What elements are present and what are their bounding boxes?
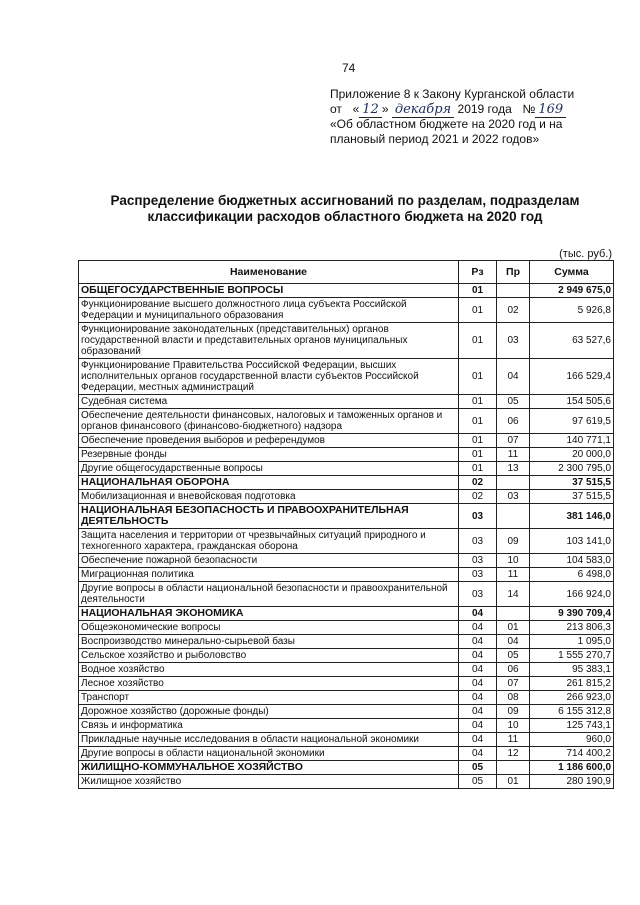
row-rz: 04 (459, 663, 497, 677)
handwritten-month: декабря (392, 102, 454, 118)
table-row (79, 284, 614, 298)
table-row (79, 504, 614, 529)
row-name: Лесное хозяйство (79, 677, 459, 691)
row-pr: 06 (497, 663, 530, 677)
header-rz: Рз (459, 261, 497, 284)
row-pr: 11 (497, 733, 530, 747)
row-sum: 63 527,6 (530, 323, 614, 359)
table-row (79, 554, 614, 568)
row-rz: 01 (459, 323, 497, 359)
row-sum: 166 529,4 (530, 359, 614, 395)
row-rz: 03 (459, 504, 497, 529)
table-row (79, 568, 614, 582)
row-sum: 97 619,5 (530, 409, 614, 434)
row-name: Обеспечение проведения выборов и референдумов (79, 434, 459, 448)
row-pr: 09 (497, 529, 530, 554)
row-sum: 37 515,5 (530, 490, 614, 504)
table-row (79, 448, 614, 462)
document-title: Распределение бюджетных ассигнований по разделам, подразделам классификации расходов областного бюджета на 2020 год (110, 193, 580, 224)
row-sum: 714 400,2 (530, 747, 614, 761)
row-rz: 04 (459, 733, 497, 747)
row-rz: 01 (459, 298, 497, 323)
row-rz: 01 (459, 462, 497, 476)
row-rz: 05 (459, 761, 497, 775)
table-row (79, 395, 614, 409)
row-name: Водное хозяйство (79, 663, 459, 677)
row-name: Дорожное хозяйство (дорожные фонды) (79, 705, 459, 719)
row-rz: 04 (459, 747, 497, 761)
row-sum: 2 300 795,0 (530, 462, 614, 476)
table-row (79, 607, 614, 621)
row-pr (497, 476, 530, 490)
row-rz: 04 (459, 621, 497, 635)
row-name: НАЦИОНАЛЬНАЯ ОБОРОНА (79, 476, 459, 490)
row-pr: 04 (497, 359, 530, 395)
row-sum: 280 190,9 (530, 775, 614, 789)
row-pr (497, 761, 530, 775)
row-name: Прикладные научные исследования в области национальной экономики (79, 733, 459, 747)
row-name: Общеэкономические вопросы (79, 621, 459, 635)
table-row (79, 621, 614, 635)
row-sum: 6 155 312,8 (530, 705, 614, 719)
row-rz: 04 (459, 705, 497, 719)
header-name: Наименование (79, 261, 459, 284)
row-rz: 03 (459, 529, 497, 554)
row-pr: 13 (497, 462, 530, 476)
table-row (79, 719, 614, 733)
row-rz: 02 (459, 476, 497, 490)
row-name: Защита населения и территории от чрезвычайных ситуаций природного и техногенного характера, гражданская оборона (79, 529, 459, 554)
table-row (79, 298, 614, 323)
row-pr (497, 607, 530, 621)
row-sum: 166 924,0 (530, 582, 614, 607)
row-rz: 04 (459, 691, 497, 705)
row-rz: 01 (459, 395, 497, 409)
row-pr: 07 (497, 677, 530, 691)
row-sum: 9 390 709,4 (530, 607, 614, 621)
table-row (79, 409, 614, 434)
row-name: НАЦИОНАЛЬНАЯ БЕЗОПАСНОСТЬ И ПРАВООХРАНИТЕЛЬНАЯ ДЕЯТЕЛЬНОСТЬ (79, 504, 459, 529)
row-sum: 6 498,0 (530, 568, 614, 582)
row-pr: 01 (497, 621, 530, 635)
row-sum: 2 949 675,0 (530, 284, 614, 298)
row-pr (497, 504, 530, 529)
row-name: ЖИЛИЩНО-КОММУНАЛЬНОЕ ХОЗЯЙСТВО (79, 761, 459, 775)
row-pr: 07 (497, 434, 530, 448)
row-pr: 08 (497, 691, 530, 705)
table-row (79, 359, 614, 395)
row-sum: 95 383,1 (530, 663, 614, 677)
table-row (79, 476, 614, 490)
row-name: Другие вопросы в области национальной экономики (79, 747, 459, 761)
row-rz: 02 (459, 490, 497, 504)
row-name: Обеспечение пожарной безопасности (79, 554, 459, 568)
number-sign: № (522, 102, 536, 116)
row-name: Резервные фонды (79, 448, 459, 462)
quote-close: » (381, 102, 389, 116)
header-sum: Сумма (530, 261, 614, 284)
row-pr: 04 (497, 635, 530, 649)
row-rz: 01 (459, 409, 497, 434)
row-pr: 10 (497, 719, 530, 733)
row-sum: 261 815,2 (530, 677, 614, 691)
row-sum: 154 505,6 (530, 395, 614, 409)
row-rz: 05 (459, 775, 497, 789)
row-pr: 09 (497, 705, 530, 719)
row-sum: 266 923,0 (530, 691, 614, 705)
row-pr: 01 (497, 775, 530, 789)
table-row (79, 323, 614, 359)
row-name: Функционирование высшего должностного лица субъекта Российской Федерации и муниципального образования (79, 298, 459, 323)
table-row (79, 635, 614, 649)
row-sum: 213 806,3 (530, 621, 614, 635)
row-pr: 14 (497, 582, 530, 607)
row-name: Обеспечение деятельности финансовых, налоговых и таможенных органов и органов финансового (финансово-бюджетного) надзора (79, 409, 459, 434)
table-row (79, 691, 614, 705)
row-sum: 1 095,0 (530, 635, 614, 649)
table-row (79, 761, 614, 775)
table-row (79, 649, 614, 663)
row-name: Мобилизационная и вневойсковая подготовка (79, 490, 459, 504)
row-rz: 04 (459, 677, 497, 691)
appendix-year: 2019 года (457, 102, 512, 116)
header-pr: Пр (497, 261, 530, 284)
row-name: НАЦИОНАЛЬНАЯ ЭКОНОМИКА (79, 607, 459, 621)
table-row (79, 677, 614, 691)
row-name: Другие общегосударственные вопросы (79, 462, 459, 476)
row-name: Транспорт (79, 691, 459, 705)
row-rz: 04 (459, 635, 497, 649)
row-name: Сельское хозяйство и рыболовство (79, 649, 459, 663)
row-rz: 03 (459, 582, 497, 607)
table-row (79, 529, 614, 554)
row-pr: 02 (497, 298, 530, 323)
row-pr: 06 (497, 409, 530, 434)
row-name: Судебная система (79, 395, 459, 409)
row-pr: 10 (497, 554, 530, 568)
row-pr: 12 (497, 747, 530, 761)
row-pr: 03 (497, 490, 530, 504)
appendix-line-1: Приложение 8 к Закону Курганской области (330, 87, 575, 101)
row-rz: 03 (459, 554, 497, 568)
row-name: Связь и информатика (79, 719, 459, 733)
row-pr: 11 (497, 568, 530, 582)
table-row (79, 663, 614, 677)
row-rz: 01 (459, 359, 497, 395)
row-rz: 01 (459, 284, 497, 298)
handwritten-number: 169 (535, 102, 566, 118)
table-row (79, 490, 614, 504)
handwritten-day: 12 (359, 102, 382, 118)
appendix-line-2 (330, 102, 620, 117)
row-sum: 37 515,5 (530, 476, 614, 490)
row-rz: 04 (459, 719, 497, 733)
row-rz: 01 (459, 448, 497, 462)
row-sum: 5 926,8 (530, 298, 614, 323)
row-sum: 104 583,0 (530, 554, 614, 568)
row-name: ОБЩЕГОСУДАРСТВЕННЫЕ ВОПРОСЫ (79, 284, 459, 298)
table-row (79, 434, 614, 448)
row-rz: 01 (459, 434, 497, 448)
table-row (79, 462, 614, 476)
row-sum: 960,0 (530, 733, 614, 747)
table-header-row (79, 261, 614, 284)
appendix-header (330, 87, 620, 147)
row-name: Другие вопросы в области национальной безопасности и правоохранительной деятельности (79, 582, 459, 607)
row-sum: 103 141,0 (530, 529, 614, 554)
row-sum: 1 186 600,0 (530, 761, 614, 775)
row-sum: 381 146,0 (530, 504, 614, 529)
row-pr: 05 (497, 395, 530, 409)
row-name: Функционирование законодательных (представительных) органов государственной власти и представительных органов муниципальных образований (79, 323, 459, 359)
row-pr: 05 (497, 649, 530, 663)
table-row (79, 733, 614, 747)
row-pr (497, 284, 530, 298)
table-row (79, 582, 614, 607)
table-body (79, 284, 614, 789)
quote-open: « (352, 102, 360, 116)
table-row (79, 775, 614, 789)
unit-label: (тыс. руб.) (559, 248, 612, 260)
row-name: Миграционная политика (79, 568, 459, 582)
row-rz: 03 (459, 568, 497, 582)
row-name: Воспроизводство минерально-сырьевой базы (79, 635, 459, 649)
row-sum: 20 000,0 (530, 448, 614, 462)
row-name: Жилищное хозяйство (79, 775, 459, 789)
table-row (79, 705, 614, 719)
page-number: 74 (342, 61, 356, 75)
appendix-line-3: «Об областном бюджете на 2020 год и на плановый период 2021 и 2022 годов» (330, 117, 563, 146)
row-rz: 04 (459, 649, 497, 663)
row-sum: 125 743,1 (530, 719, 614, 733)
row-pr: 11 (497, 448, 530, 462)
table-row (79, 747, 614, 761)
row-name: Функционирование Правительства Российской Федерации, высших исполнительных органов государственной власти субъектов Российской Федерации, местных администраций (79, 359, 459, 395)
budget-table (78, 260, 614, 789)
row-sum: 140 771,1 (530, 434, 614, 448)
row-sum: 1 555 270,7 (530, 649, 614, 663)
row-pr: 03 (497, 323, 530, 359)
row-rz: 04 (459, 607, 497, 621)
appendix-prefix: от (330, 102, 342, 116)
